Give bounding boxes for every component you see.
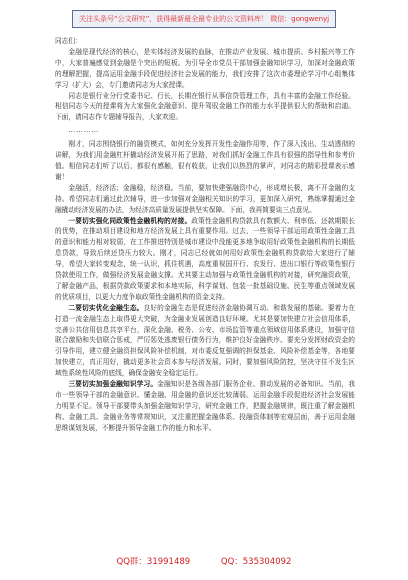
point-two-lead: 二要切实优化金融生态。: [68, 303, 144, 312]
point-three-paragraph: [55, 379, 355, 434]
contact-footer: [0, 555, 408, 569]
qq-label: QQ：535304092: [220, 557, 292, 567]
greeting: 同志们：: [55, 37, 82, 45]
point-one-lead: 一要切实强化同政策性金融机构的对接。: [68, 216, 192, 225]
point-one-paragraph: [55, 216, 355, 303]
point-three-body: 金融知识是各级各部门服务企业、推动发展的必备知识。当前，我市一些领导干部的金融意识、懂金融、用金融的意识还比较薄弱。运用金融手段促进经济社会发展能力明显不足。领导干部要带头加强金融知识学习，研究金融工作，把握金融规律，既注重了解金融机构、金融工具、金融业务等常规知识，又注重把握金融体系、投融资体制等宏观层面，善于运用金融思维谋划发展，不断提升领导金融工作的能力和水平。: [55, 380, 356, 432]
closing-paragraph-2: 金融活，经济活；金融稳，经济稳。当前，要加快建强融资中心，形成增长极，离不开金融的支持。希望同志们通过此次辅导，进一步加强对金融相关知识的学习，更加深入研究，熟练掌握通过金融撬动经济发展的办法，为经济高质量发展提供坚实保障。下面，我再简要谈三点意见。: [55, 183, 355, 214]
closing-paragraph-1: 刚才，同志围绕银行的融资模式，如何充分发挥开发性金融作用等，作了深入浅出、生动透彻的讲解，为我们用金融杠杆撬动经济发展开拓了思路，对我们抓好金融工作具有很强的指导性和参考价值。相信同志们听了以后，都很有感触，很有收获，让我们以热烈的掌声，对同志的精彩授课表示感谢！: [55, 140, 355, 181]
point-one-body: 政策性金融机构贷款具有数额大、利率低、还款期限长的优势，在推动项目建设和地方经济发展上具有重要作用。过去，一些领导干部运用政策性金融工具的意识和能力相对较弱，在工作推进特别是城市建设中没能更多地争取用好政策性金融机构的长期低息贷款，导致后续还贷压力较大。刚才，同志已经就如何用好政策性金融机构贷款给大家进行了辅导，希望大家转变观念，统一认识，抓住机遇，高度重视国开行、农发行、进出口银行等政策性银行贷款使用工作，做强经济发展金融支撑。尤其要主动加强与政策性金融机构的对接，研究融资政策，了解金融产品，根据贷款政策要求和本地实际，科学谋划、包装一批基础设施、民生等重点领域发展的优质项目，以更大力度争取政策性金融机构的资金支持。: [55, 216, 356, 301]
document-body: [55, 36, 355, 434]
point-three-lead: 三要切实加强金融知识学习。: [68, 380, 158, 389]
qq-group-label: QQ群：31991489: [116, 557, 191, 567]
point-two-paragraph: [55, 303, 355, 379]
intro-paragraph-2: 同志是银行业分行党委书记、行长，长期在银行从事信贷管理工作，具有丰富的金融工作经验。相信同志今天的授课将为大家强化金融意识、提升驾驭金融工作的能力水平提供很大的帮助和启迪。下面，请同志作专题辅导报告，大家欢迎。: [55, 91, 355, 122]
ellipsis-separator: …………: [68, 126, 100, 135]
promo-banner: [72, 10, 336, 28]
promo-banner-text: 关注头条号“公文研究”，获得最新最全最专业的公文资料库！ 微信：gongwenyj: [79, 14, 329, 23]
point-two-body: 良好的金融生态是促进经济金融协调互动、和谐发展的基础。要着力在打造一流金融生态上取得更大突破，为金融业发展创造良好环境。尤其是要加快建立社会信用体系，完善公共信用信息共享平台，深化金融、税务、公安、市场监管等重点领域信用体系建设，加强守信联合激励和失信联合惩戒，严厉惩处逃废银行债务行为，维护良好金融秩序。要充分发挥财政资金的引导作用，建立健全融资担保风险补偿机制，对市委反复强调的担保基金、风险补偿基金等，各地要加快建立，真正用好，撬动更多社会资本参与经济发展。同时，要加强风险防控，坚决守住不发生区域性系统性风险的底线，确保金融安全稳定运行。: [55, 303, 356, 378]
intro-paragraph-1: 金融是现代经济的核心，是实体经济发展的血脉，在推动产业发展、城市提质、乡村振兴等工作中，大家普遍感觉到金融是个突出的短板。为引导全市党员干部加强金融知识学习，加深对金融政策的理解把握，提高运用金融手段促进经济社会发展的能力，我们安排了这次市委理论学习中心组集体学习（扩大）会，专门邀请同志为大家授课。: [55, 47, 355, 89]
